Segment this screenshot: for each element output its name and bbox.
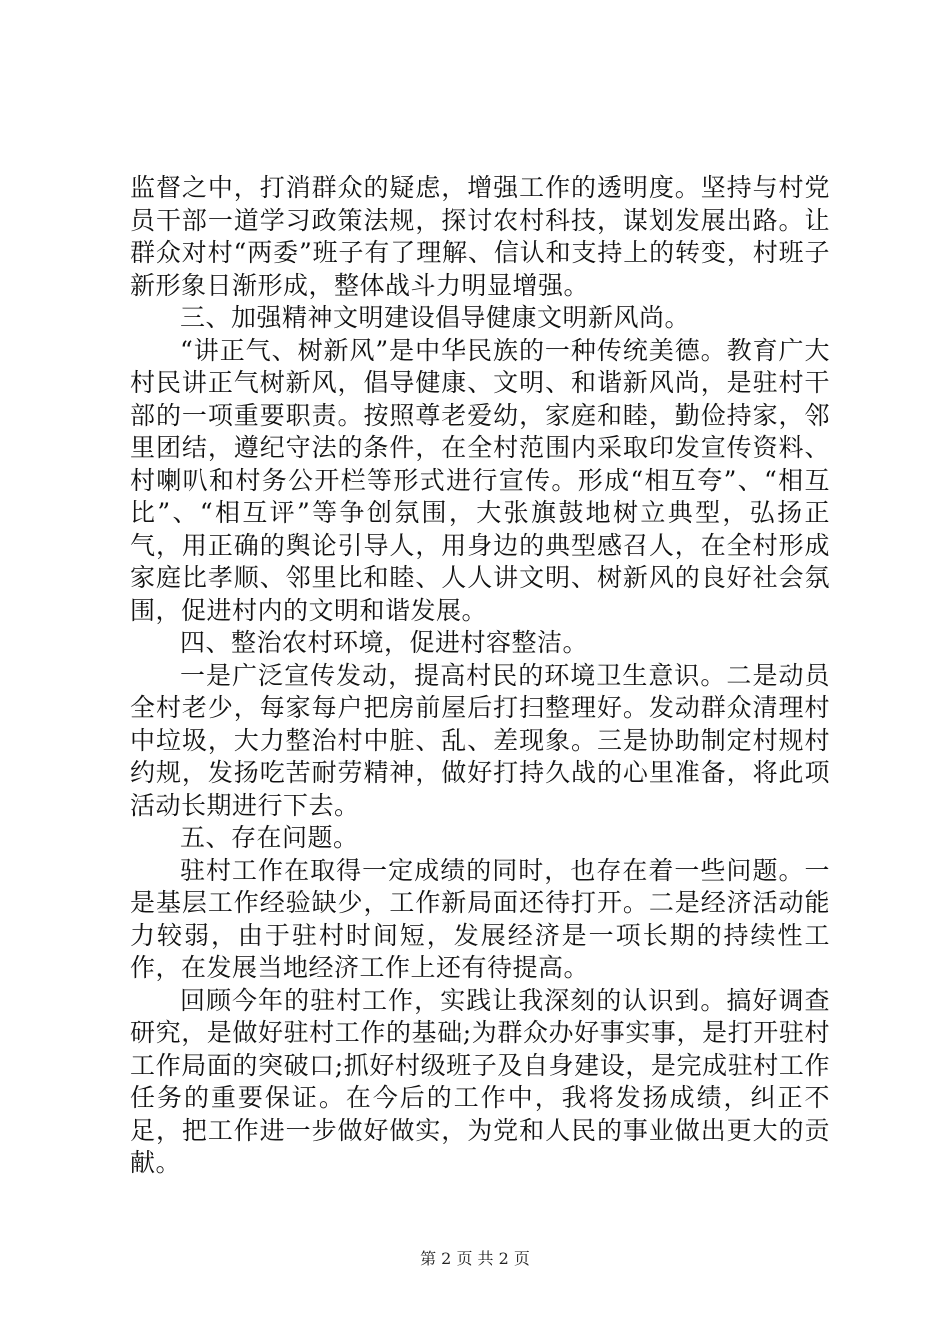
- document-body: [130, 172, 830, 1180]
- paragraph-1: 监督之中，打消群众的疑虑，增强工作的透明度。坚持与村党员干部一道学习政策法规，探讨农村科技，谋划发展出路。让群众对村“两委”班子有了理解、信认和支持上的转变，村班子新形象日渐形成，整体战斗力明显增强。: [130, 173, 830, 300]
- section-heading-5: 五、存在问题。: [180, 823, 359, 852]
- paragraph-5: 一是广泛宣传发动，提高村民的环境卫生意识。二是动员全村老少，每家每户把房前屋后打扫整理好。发动群众清理村中垃圾，大力整治村中脏、乱、差现象。三是协助制定村规村约规，发扬吃苦耐劳精神，做好打持久战的心里准备，将此项活动长期进行下去。: [130, 660, 830, 820]
- section-heading-3: 三、加强精神文明建设倡导健康文明新风尚。: [180, 303, 691, 332]
- paragraph-8: 回顾今年的驻村工作，实践让我深刻的认识到。搞好调查研究，是做好驻村工作的基础;为群众办好事实事，是打开驻村工作局面的突破口;抓好村级班子及自身建设，是完成驻村工作任务的重要保证。在今后的工作中，我将发扬成绩，纠正不足，把工作进一步做好做实，为党和人民的事业做出更大的贡献。: [130, 985, 830, 1177]
- paragraph-3: “讲正气、树新风”是中华民族的一种传统美德。教育广大村民讲正气树新风，倡导健康、文明、和谐新风尚，是驻村干部的一项重要职责。按照尊老爱幼，家庭和睦，勤俭持家，邻里团结，遵纪守法的条件，在全村范围内采取印发宣传资料、村喇叭和村务公开栏等形式进行宣传。形成“相互夸”、“相互比”、“相互评”等争创氛围，大张旗鼓地树立典型，弘扬正气，用正确的舆论引导人，用身边的典型感召人，在全村形成家庭比孝顺、邻里比和睦、人人讲文明、树新风的良好社会氛围，促进村内的文明和谐发展。: [130, 335, 830, 625]
- section-heading-4: 四、整治农村环境，促进村容整洁。: [180, 628, 589, 657]
- page-number-footer: 第 2 页 共 2 页: [420, 1249, 530, 1268]
- paragraph-7: 驻村工作在取得一定成绩的同时，也存在着一些问题。一是基层工作经验缺少，工作新局面还待打开。二是经济活动能力较弱，由于驻村时间短，发展经济是一项长期的持续性工作，在发展当地经济工作上还有待提高。: [130, 855, 830, 982]
